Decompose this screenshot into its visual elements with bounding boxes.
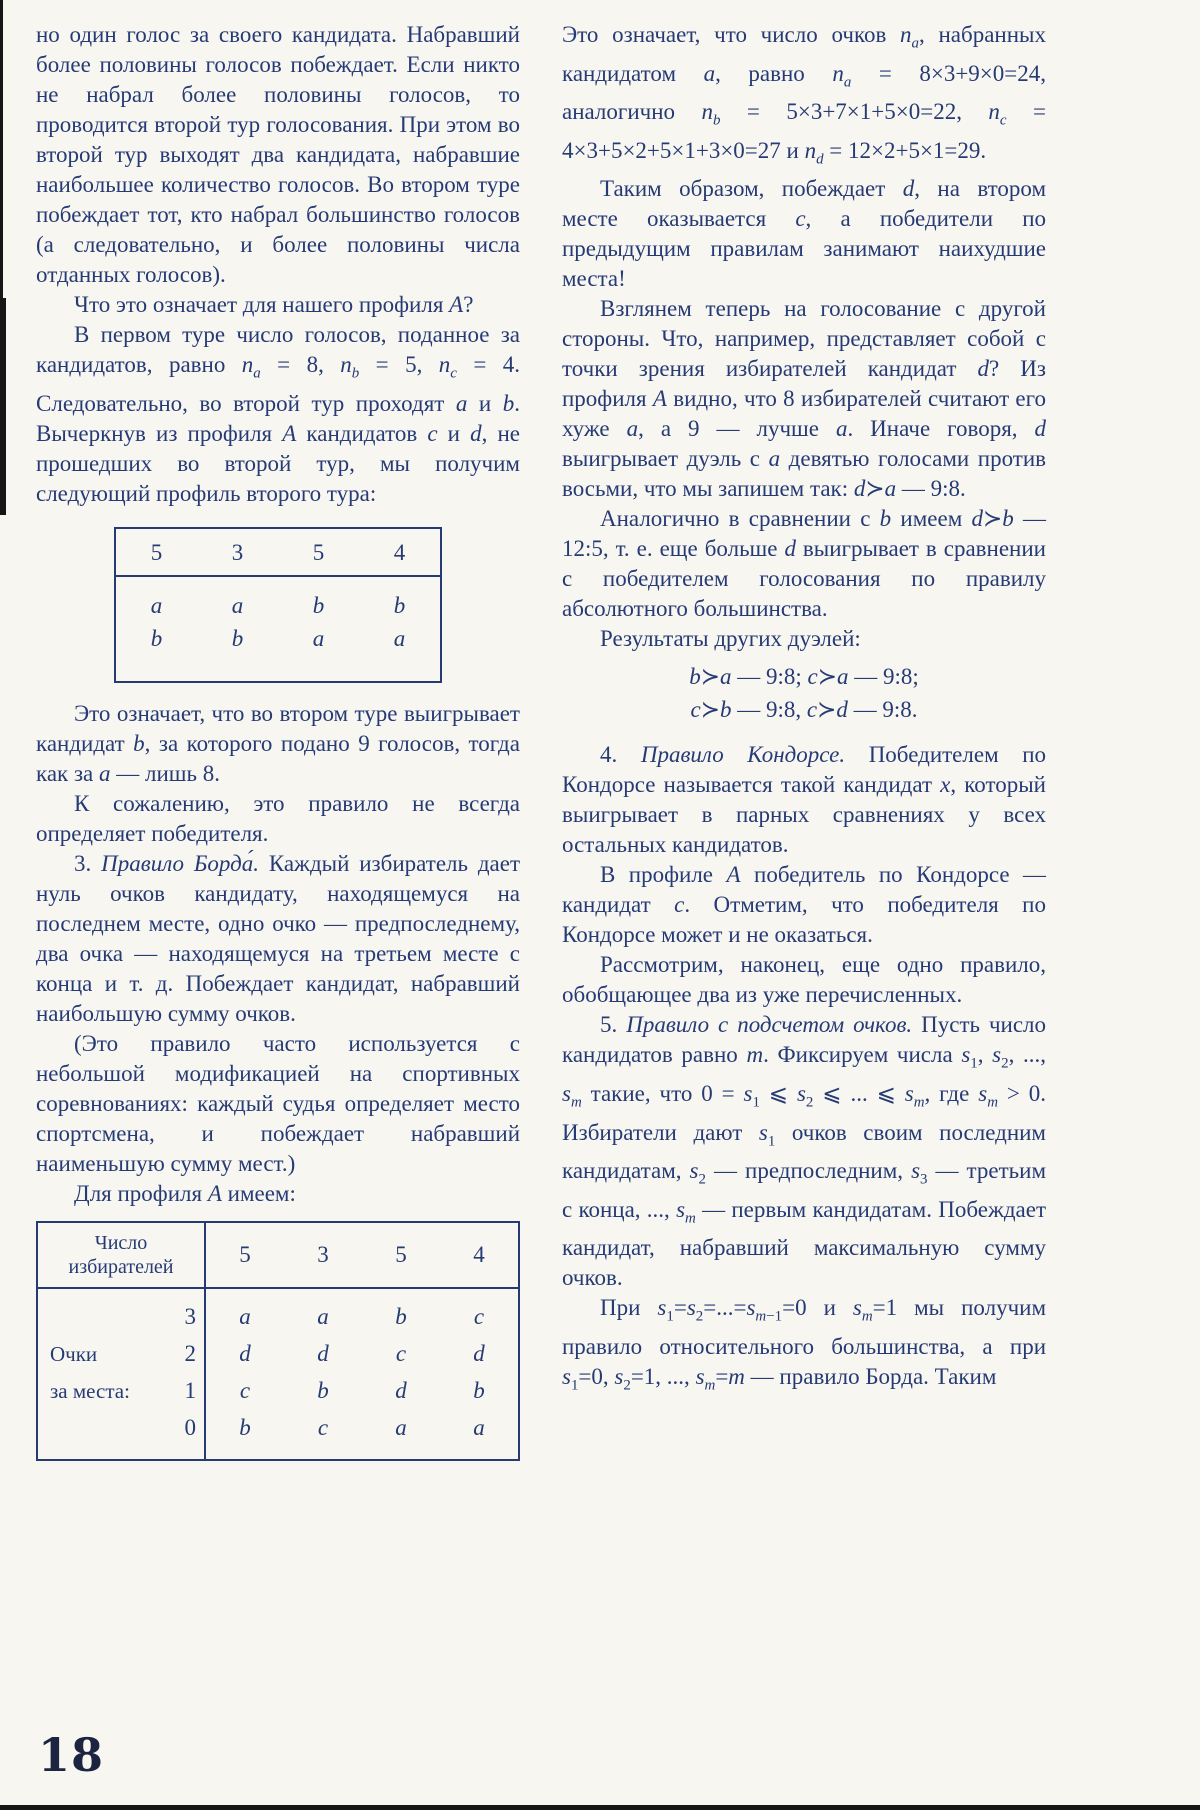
candidate-cell: a — [473, 1415, 485, 1441]
two-column-layout — [36, 20, 1046, 1461]
score-value-cell: 3 — [184, 1304, 196, 1330]
candidate-cell: b — [395, 1304, 407, 1330]
paragraph-borda-result: Таким образом, побеждает d, на втором месте оказывается c, а победители по предыдущим правилам занимают наихудшие места! — [562, 176, 1046, 292]
table-row — [206, 1299, 518, 1336]
score-value-cell: 0 — [184, 1415, 196, 1441]
candidate-cell: c — [239, 1378, 251, 1404]
table-body — [206, 1289, 518, 1459]
table-body — [116, 577, 440, 681]
paragraph-borda-computation: Это означает, что число очков $n_a$, набранных кандидатом a, равно $n_a = 8\times 3+9\times 0=24$, аналогично $n_b = 5\times 3+7\times 1+5\times 0=22$, $n_c = 4\times 3+5\times 2+5\times 1+3\times 0=27$ и $n_d = 12\times 2+5\times 1=29$. — [562, 22, 1046, 168]
page-number: 18 — [38, 1728, 105, 1782]
left-column — [36, 20, 520, 1461]
voter-count-cell: 3 — [231, 539, 244, 565]
paragraph-first-round: В первом туре число голосов, поданное за кандидатов, равно $n_a = 8$, $n_b = 5$, $n_c = 4$. Следовательно, во второй тур проходят a и b. Вычеркнув из профиля A кандидатов c и d, не прошедших во второй тур, мы получим следующий профиль второго тура: — [36, 322, 520, 506]
paragraph-duel-results-intro: Результаты других дуэлей: — [600, 626, 861, 652]
paragraph-second-round-result: Это означает, что во втором туре выигрывает кандидат b, за которого подано 9 голосов, тогда как за a — лишь 8. — [36, 700, 520, 786]
spacer — [50, 1299, 166, 1336]
candidate-cell: b — [231, 625, 244, 651]
table-header-row — [116, 529, 440, 577]
paragraph-profile-question: Что это означает для нашего профиля A? — [74, 292, 474, 317]
score-labels-area — [38, 1289, 204, 1459]
paragraph-majority-rule: но один голос за своего кандидата. Набравший более половины голосов побеждает. Если никто не набрал более половины голосов, то проводится второй тур голосования. При этом во второй тур выходят два кандидата, набравшие наибольшее количество голосов. Во втором туре побеждает тот, кто набрал большинство голосов (а следовательно, и более половины числа отданных голосов). — [36, 22, 520, 287]
scan-edge-artifact — [0, 298, 6, 515]
corner-header-cell: Число избирателей — [38, 1223, 204, 1289]
candidate-cell: a — [393, 625, 406, 651]
paragraph-duel-intro: Взглянем теперь на голосование с другой стороны. Что, например, представляет собой с точки зрения избирателей кандидат d? Из профиля A видно, что 8 избирателей считают его хуже a, а 9 — лучше a. Иначе говоря, d выигрывает дуэль с a девятью голосами против восьми, что мы запишем так: d≻a — 9:8. — [562, 296, 1047, 502]
table-header-row — [206, 1223, 518, 1289]
candidate-cell: b — [473, 1378, 485, 1404]
candidate-cell: a — [239, 1304, 251, 1330]
table-label-column — [38, 1223, 206, 1459]
table-data-columns — [206, 1223, 518, 1459]
candidate-cell: a — [317, 1304, 329, 1330]
paragraph-rule-limitation: К сожалению, это правило не всегда определяет победителя. — [36, 790, 520, 846]
candidate-cell: b — [239, 1415, 251, 1441]
score-value-cell: 1 — [184, 1378, 196, 1404]
candidate-cell: b — [317, 1378, 329, 1404]
table-row — [116, 622, 440, 655]
paragraph-sports-note: (Это правило часто используется с небольшой модификацией на спортивных соревнованиях: каждый судья определяет место спортсмена, и побеждает набравший наименьшую сумму мест.) — [36, 1030, 520, 1176]
candidate-cell: c — [473, 1304, 485, 1330]
candidate-cell: a — [231, 592, 244, 618]
spacer — [50, 1410, 166, 1447]
second-round-profile-table — [114, 527, 442, 683]
duel-results — [562, 660, 1046, 726]
paragraph-scoring-rule: 5. Правило с подсчетом очков. Пусть число кандидатов равно m. Фиксируем числа $s_1$, $s_2$, ..., $s_m$ такие, что $0 = s_1$ ⩽ $s_2$ ⩽ ... ⩽ $s_m$, где $s_m > 0$. Избиратели дают $s_1$ очков своим последним кандидатам, $s_2$ — предпоследним, $s_3$ — третьим с конца, ..., $s_m$ — первым кандидатам. Побеждает кандидат, набравший максимальную сумму очков. — [562, 1012, 1047, 1291]
paragraph-borda-rule: 3. Правило Борда́. Каждый избиратель дает нуль очков кандидату, находящемуся на последнем месте, одно очко — предпоследнему, два очка — находящемуся на третьем месте с конца и т. д. Побеждает кандидат, набравший наибольшую сумму очков. — [36, 850, 520, 1026]
borda-scores-table — [36, 1221, 520, 1461]
voter-count-cell: 4 — [473, 1241, 485, 1267]
voter-count-cell: 5 — [239, 1241, 251, 1267]
scan-edge-artifact — [0, 1805, 1200, 1810]
paragraph-duel-db: Аналогично в сравнении с b имеем d≻b — 12:5, т. е. еще больше d выигрывает в сравнении с победителем голосования по правилу абсолютного большинства. — [562, 506, 1047, 622]
candidate-cell: a — [395, 1415, 407, 1441]
paragraph-profile-a-intro: Для профиля A имеем: — [74, 1180, 296, 1206]
table-row — [206, 1373, 518, 1410]
paragraph-one-more-rule: Рассмотрим, наконец, еще одно правило, обобщающее два из уже перечисленных. — [562, 952, 1046, 1008]
voter-count-cell: 4 — [393, 539, 406, 565]
candidate-cell: d — [473, 1341, 485, 1367]
paragraph-condorcet-winner: В профиле A победитель по Кондорсе — кандидат c. Отметим, что победителя по Кондорсе может и не оказаться. — [562, 862, 1047, 948]
candidate-cell: b — [312, 592, 325, 618]
candidate-cell: a — [150, 592, 163, 618]
duel-results-line: c≻b — 9:8, c≻d — 9:8. — [690, 697, 918, 723]
score-label-line: за места: — [50, 1379, 130, 1404]
right-column — [562, 20, 1046, 1461]
candidate-cell: b — [393, 592, 406, 618]
candidate-cell: d — [239, 1341, 251, 1367]
table-row — [206, 1336, 518, 1373]
score-values — [166, 1299, 196, 1447]
voter-count-cell: 5 — [312, 539, 325, 565]
score-label-words — [50, 1299, 166, 1447]
table-row — [116, 589, 440, 622]
candidate-cell: a — [312, 625, 325, 651]
voter-count-cell: 5 — [395, 1241, 407, 1267]
table-row — [206, 1410, 518, 1447]
duel-results-line: b≻a — 9:8; c≻a — 9:8; — [689, 664, 919, 690]
voter-count-cell: 3 — [317, 1241, 329, 1267]
paragraph-condorcet-rule: 4. Правило Кондорсе. Победителем по Кондорсе называется такой кандидат x, который выигрывает в парных сравнениях у всех остальных кандидатов. — [562, 742, 1047, 858]
candidate-cell: d — [317, 1341, 329, 1367]
voter-count-cell: 5 — [150, 539, 163, 565]
candidate-cell: b — [150, 625, 163, 651]
candidate-cell: d — [395, 1378, 407, 1404]
candidate-cell: c — [395, 1341, 407, 1367]
paragraph-special-cases: При $s_1=s_2=...=s_{m-1}=0$ и $s_m=1$ мы получим правило относительного большинства, а при $s_1=0$, $s_2=1$, ..., $s_m=m$ — правило Борда. Таким — [562, 1295, 1046, 1394]
score-label-line: Очки — [50, 1342, 98, 1367]
candidate-cell: c — [317, 1415, 329, 1441]
score-value-cell: 2 — [184, 1341, 196, 1367]
